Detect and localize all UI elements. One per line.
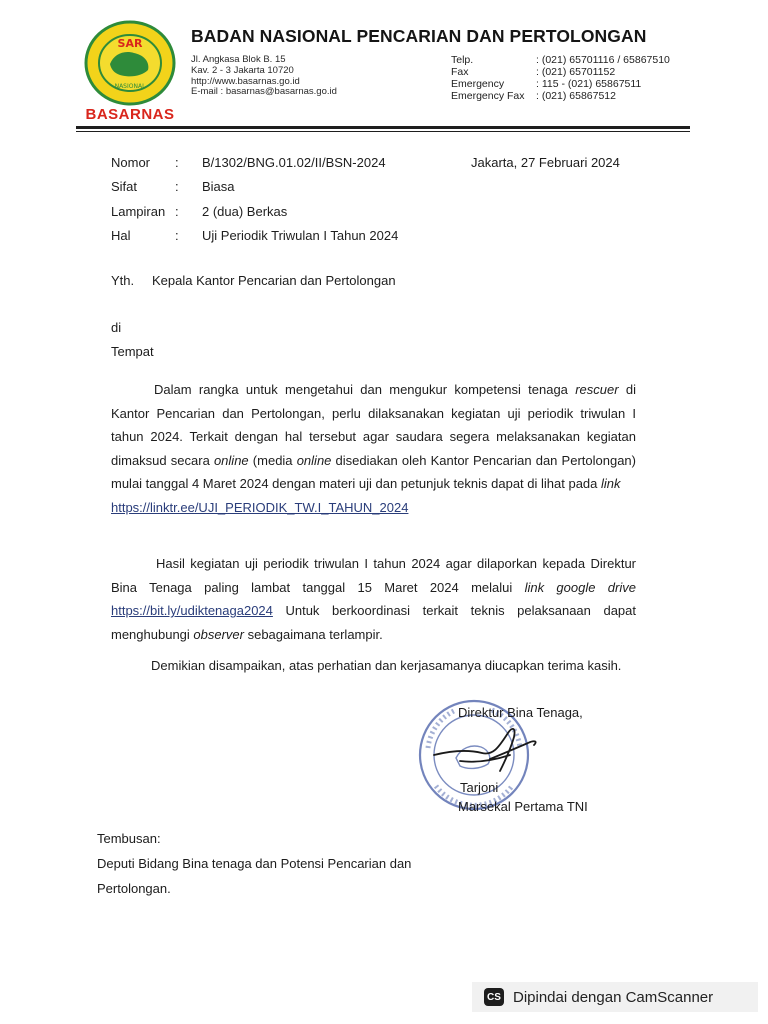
address-line: Jl. Angkasa Blok B. 15 bbox=[191, 54, 286, 65]
addressee-prefix: Yth. bbox=[111, 273, 135, 288]
text-run: Untuk berkoordinasi terkait teknis pelaksanaan dapat menghubungi bbox=[111, 603, 636, 642]
text-run-italic: online bbox=[296, 452, 332, 468]
meta-row-nomor bbox=[111, 150, 398, 175]
tembusan-block bbox=[97, 826, 411, 901]
email-line[interactable]: E-mail : basarnas@basarnas.go.id bbox=[191, 86, 337, 98]
addressee-place: Tempat bbox=[111, 344, 154, 359]
cs-logo-icon: CS bbox=[484, 988, 504, 1006]
body-paragraph-2 bbox=[111, 552, 636, 646]
text-run-italic: link google drive bbox=[524, 579, 636, 595]
camscanner-badge bbox=[472, 982, 758, 1012]
address-block bbox=[191, 55, 337, 98]
text-run: Dalam rangka untuk mengetahui dan mengukur kompetensi tenaga bbox=[154, 382, 576, 397]
tembusan-line: Deputi Bidang Bina tenaga dan Potensi Pencarian dan bbox=[97, 856, 412, 871]
meta-row-lampiran bbox=[111, 199, 398, 224]
contact-value: : (021) 65701116 / 65867510 bbox=[536, 54, 670, 66]
meta-colon: : bbox=[175, 154, 179, 170]
signature-icon bbox=[430, 715, 550, 785]
closing-paragraph bbox=[97, 654, 637, 678]
addressee bbox=[111, 273, 396, 288]
body-paragraph-1 bbox=[111, 378, 636, 520]
contact-row bbox=[451, 78, 670, 90]
text-run-italic: online bbox=[213, 452, 249, 468]
contact-row bbox=[451, 66, 670, 78]
letterhead-divider-thick bbox=[76, 126, 690, 129]
meta-colon: : bbox=[175, 203, 179, 219]
contact-label: Fax bbox=[451, 66, 469, 78]
text-run-italic: observer bbox=[193, 626, 244, 642]
google-drive-link[interactable]: https://bit.ly/udiktenaga2024 bbox=[111, 603, 273, 619]
text-run: disediakan oleh Kantor Pencarian dan Pertolongan) mulai tanggal 4 Maret 2024 dengan materi uji dan petunjuk teknis dapat di lihat pada bbox=[111, 452, 636, 492]
meta-key: Lampiran bbox=[111, 203, 166, 219]
meta-key: Hal bbox=[111, 228, 131, 244]
meta-value: B/1302/BNG.01.02/II/BSN-2024 bbox=[202, 154, 386, 170]
text-run: sebagaimana terlampir. bbox=[243, 626, 383, 642]
contact-block bbox=[451, 54, 670, 102]
text-run: (media bbox=[248, 452, 297, 468]
meta-colon: : bbox=[175, 179, 179, 195]
meta-value: Biasa bbox=[202, 179, 235, 195]
contact-value: : 115 - (021) 65867511 bbox=[536, 78, 642, 90]
contact-label: Emergency bbox=[451, 78, 505, 90]
signatory-name: Tarjoni bbox=[460, 780, 499, 795]
tembusan-label: Tembusan: bbox=[97, 831, 161, 846]
contact-row bbox=[451, 54, 670, 66]
basarnas-logo-icon bbox=[84, 20, 176, 106]
contact-label: Emergency Fax bbox=[451, 90, 525, 102]
meta-value: Uji Periodik Triwulan I Tahun 2024 bbox=[202, 228, 399, 244]
meta-key: Nomor bbox=[111, 154, 151, 170]
text-run: Hasil kegiatan uji periodik triwulan I tahun 2024 agar dilaporkan kepada Direktur Bina Tenaga paling lambat tanggal 15 Maret 2024 melalui bbox=[111, 556, 636, 595]
meta-colon: : bbox=[175, 228, 179, 244]
addressee-recipient: Kepala Kantor Pencarian dan Pertolongan bbox=[152, 273, 396, 288]
text-run: di Kantor Pencarian dan Pertolongan, perlu dilaksanakan kegiatan uji periodik triwulan I tahun 2024. Terkait dengan hal tersebut agar saudara segera melaksanakan kegiatan dimaksud secara bbox=[111, 382, 636, 468]
addressee-di: di bbox=[111, 320, 122, 335]
meta-key: Sifat bbox=[111, 179, 138, 195]
text-run-italic: rescuer bbox=[575, 382, 619, 397]
meta-value: 2 (dua) Berkas bbox=[202, 203, 288, 219]
contact-value: : (021) 65701152 bbox=[536, 66, 616, 78]
materi-link[interactable]: https://linktr.ee/UJI_PERIODIK_TW.I_TAHUN_2024 bbox=[111, 499, 409, 515]
meta-row-hal bbox=[111, 224, 398, 249]
contact-label: Telp. bbox=[451, 54, 474, 66]
letterhead-divider-thin bbox=[76, 131, 690, 132]
organization-name: BADAN NASIONAL PENCARIAN DAN PERTOLONGAN bbox=[191, 26, 647, 46]
logo-ring-text: NASIONAL bbox=[114, 83, 146, 90]
tembusan-line: Pertolongan. bbox=[97, 881, 171, 896]
signatory-rank: Marsekal Pertama TNI bbox=[458, 799, 588, 814]
text-run: Demikian disampaikan, atas perhatian dan kerjasamanya diucapkan terima kasih. bbox=[151, 658, 622, 673]
contact-value: : (021) 65867512 bbox=[536, 90, 616, 102]
letter-meta bbox=[111, 150, 398, 248]
logo-sar-text: SAR bbox=[117, 37, 143, 50]
address-line: Kav. 2 - 3 Jakarta 10720 bbox=[191, 64, 294, 76]
letter-date: Jakarta, 27 Februari 2024 bbox=[471, 154, 620, 170]
signatory-title: Direktur Bina Tenaga, bbox=[458, 705, 583, 720]
meta-row-sifat bbox=[111, 175, 398, 200]
website-link[interactable]: http://www.basarnas.go.id bbox=[191, 75, 300, 87]
contact-row bbox=[451, 90, 670, 102]
camscanner-text: Dipindai dengan CamScanner bbox=[513, 988, 714, 1006]
text-run-italic: link bbox=[601, 476, 621, 492]
logo-wordmark: BASARNAS bbox=[85, 106, 175, 123]
